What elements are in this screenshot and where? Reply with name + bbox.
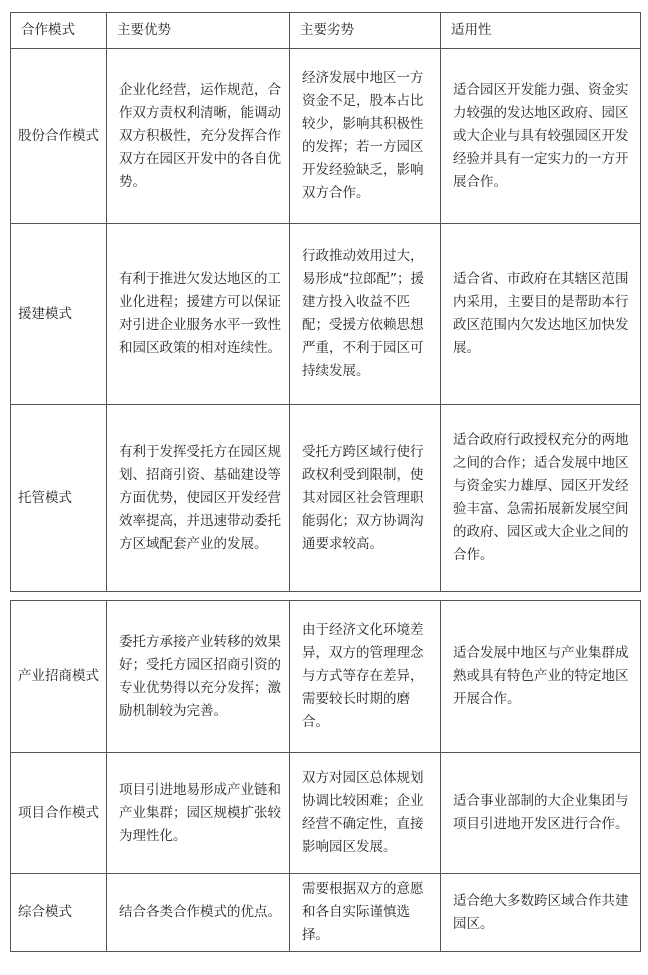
table-row (11, 874, 641, 952)
row-disadvantage: 受托方跨区域行使行政权利受到限制，使其对园区社会管理职能弱化；双方协调沟通要求较高。 (290, 405, 441, 592)
row-mode: 项目合作模式 (11, 753, 107, 874)
row-disadvantage: 行政推动效用过大，易形成“拉郎配”；援建方投入收益不匹配；受援方依赖思想严重，不利于园区可持续发展。 (290, 224, 441, 405)
row-disadvantage: 经济发展中地区一方资金不足，股本占比较少，影响其积极性的发挥；若一方园区开发经验缺乏，影响双方合作。 (290, 49, 441, 224)
table-row (11, 753, 641, 874)
header-disadvantage: 主要劣势 (290, 13, 441, 49)
row-applicability: 适合事业部制的大企业集团与项目引进地开发区进行合作。 (441, 753, 641, 874)
row-advantage: 项目引进地易形成产业链和产业集群；园区规模扩张较为理性化。 (107, 753, 290, 874)
row-applicability: 适合发展中地区与产业集群成熟或具有特色产业的特定地区开展合作。 (441, 601, 641, 753)
row-advantage: 有利于推进欠发达地区的工业化进程；援建方可以保证对引进企业服务水平一致性和园区政策的相对连续性。 (107, 224, 290, 405)
row-disadvantage: 由于经济文化环境差异，双方的管理理念与方式等存在差异，需要较长时期的磨合。 (290, 601, 441, 753)
table-row (11, 49, 641, 224)
row-applicability: 适合省、市政府在其辖区范围内采用，主要目的是帮助本行政区范围内欠发达地区加快发展。 (441, 224, 641, 405)
row-advantage: 企业化经营，运作规范，合作双方责权利清晰，能调动双方积极性，充分发挥合作双方在园区开发中的各自优势。 (107, 49, 290, 224)
table-row (11, 601, 641, 753)
table-row (11, 224, 641, 405)
header-applicability: 适用性 (441, 13, 641, 49)
row-mode: 股份合作模式 (11, 49, 107, 224)
header-advantage: 主要优势 (107, 13, 290, 49)
row-disadvantage: 需要根据双方的意愿和各自实际谨慎选择。 (290, 874, 441, 952)
row-mode: 托管模式 (11, 405, 107, 592)
header-mode: 合作模式 (11, 13, 107, 49)
page-break-spacer (11, 592, 641, 601)
table-header-row (11, 13, 641, 49)
cooperation-mode-table (10, 12, 641, 952)
table-row (11, 405, 641, 592)
row-applicability: 适合绝大多数跨区域合作共建园区。 (441, 874, 641, 952)
row-applicability: 适合园区开发能力强、资金实力较强的发达地区政府、园区或大企业与具有较强园区开发经验并具有一定实力的一方开展合作。 (441, 49, 641, 224)
page-break-gap (11, 592, 641, 601)
cooperation-mode-table-wrapper (10, 12, 640, 952)
row-disadvantage: 双方对园区总体规划协调比较困难；企业经营不确定性，直接影响园区发展。 (290, 753, 441, 874)
row-advantage: 有利于发挥受托方在园区规划、招商引资、基础建设等方面优势，使园区开发经营效率提高，并迅速带动委托方区域配套产业的发展。 (107, 405, 290, 592)
row-mode: 产业招商模式 (11, 601, 107, 753)
row-applicability: 适合政府行政授权充分的两地之间的合作；适合发展中地区与资金实力雄厚、园区开发经验丰富、急需拓展新发展空间的政府、园区或大企业之间的合作。 (441, 405, 641, 592)
row-mode: 综合模式 (11, 874, 107, 952)
row-mode: 援建模式 (11, 224, 107, 405)
row-advantage: 委托方承接产业转移的效果好；受托方园区招商引资的专业优势得以充分发挥；激励机制较为完善。 (107, 601, 290, 753)
row-advantage: 结合各类合作模式的优点。 (107, 874, 290, 952)
